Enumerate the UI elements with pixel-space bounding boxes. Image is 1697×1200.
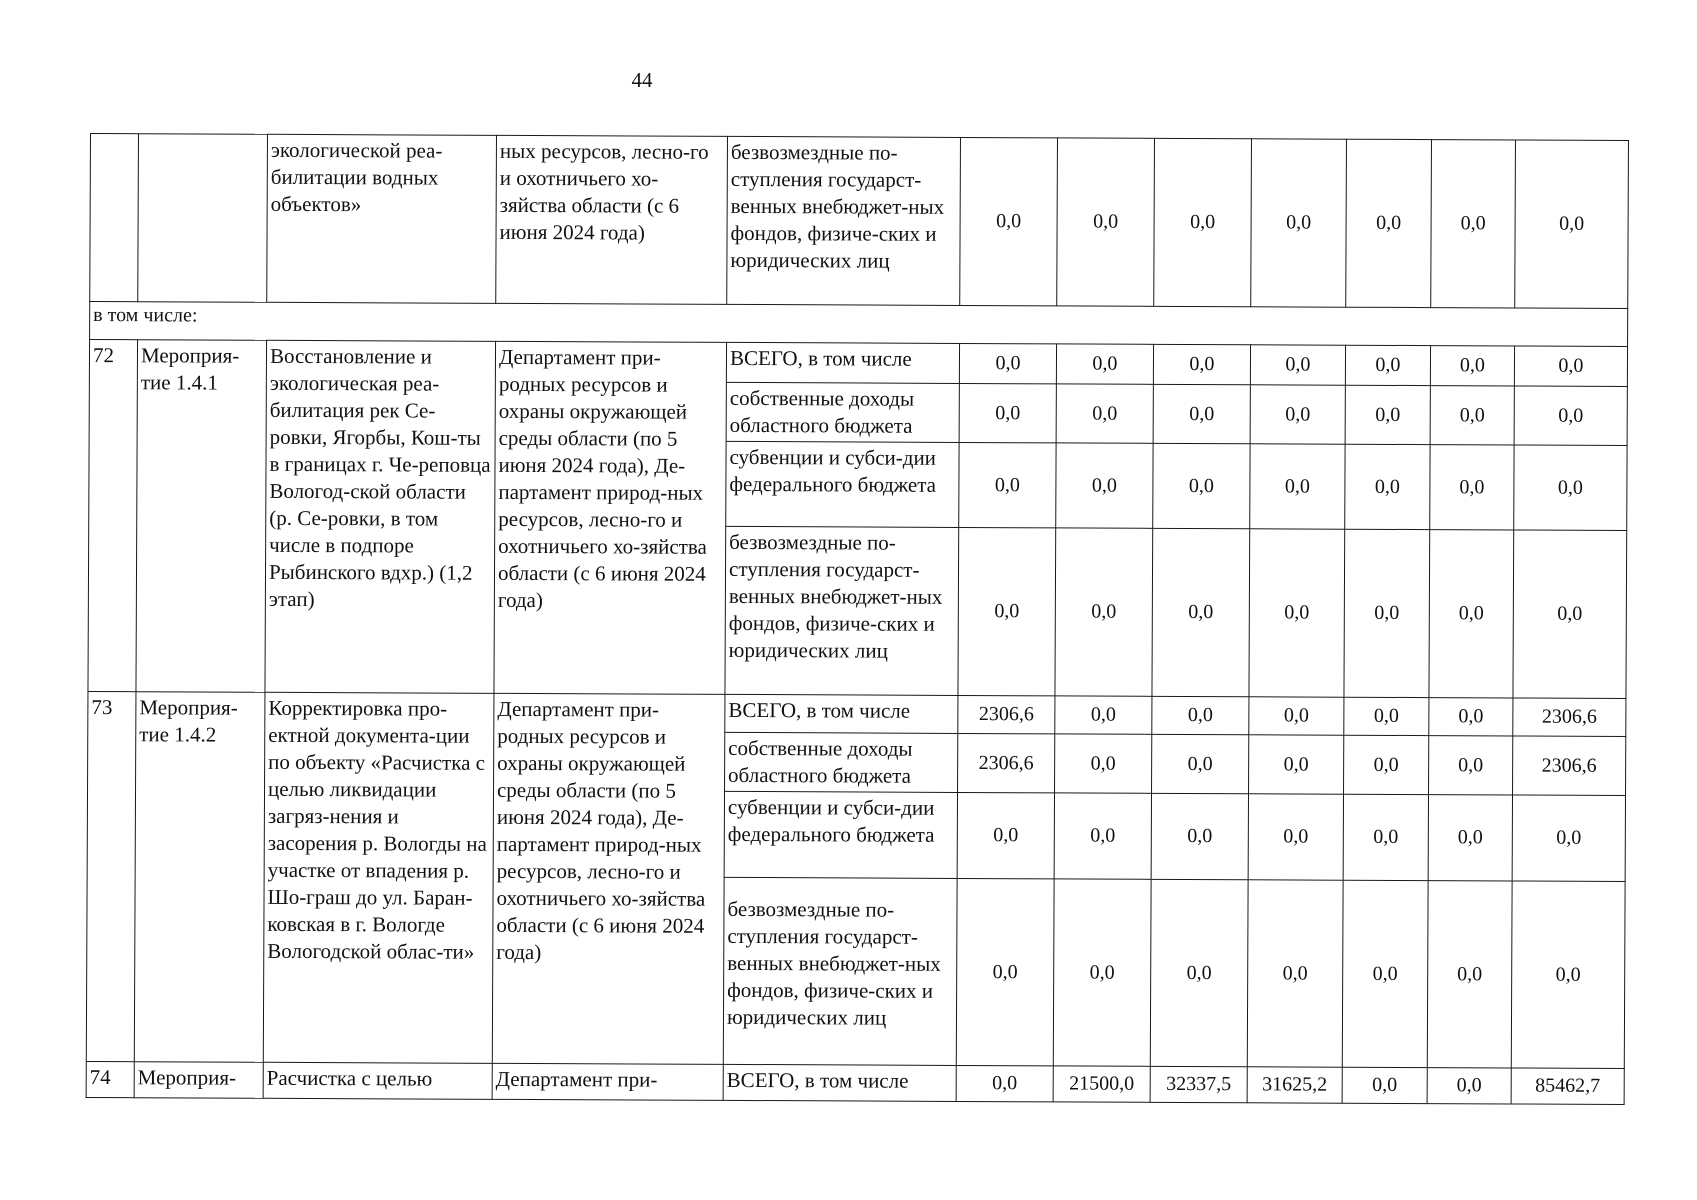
value-cell: 0,0: [1152, 696, 1249, 734]
value-cell: 0,0: [960, 137, 1058, 305]
value-cell: 0,0: [1250, 444, 1345, 529]
value-cell: 0,0: [1345, 345, 1430, 385]
value-cell: 0,0: [1511, 881, 1625, 1069]
table-row: [88, 691, 1626, 736]
executor-cell: Департамент при-: [492, 1063, 723, 1100]
value-cell: 0,0: [1153, 384, 1250, 443]
value-cell: 0,0: [1429, 736, 1513, 795]
value-cell: 0,0: [1512, 795, 1625, 882]
budget-table: [86, 133, 1629, 1105]
activity-kind-cell: Мероприя-: [134, 1062, 263, 1099]
value-cell: 0,0: [1514, 346, 1627, 387]
funding-source-cell: ВСЕГО, в том числе: [723, 1064, 956, 1101]
value-cell: 0,0: [1056, 443, 1153, 528]
value-cell: 0,0: [1154, 138, 1252, 306]
value-cell: 2306,6: [958, 695, 1055, 733]
value-cell: 0,0: [1153, 344, 1250, 384]
value-cell: 0,0: [1430, 386, 1514, 445]
funding-source-cell: ВСЕГО, в том числе: [726, 342, 959, 383]
funding-source-cell: безвозмездные по-ступления государст-венных внебюджет-ных фондов, физиче-ских и юридических лиц: [723, 877, 957, 1065]
value-cell: 0,0: [1251, 139, 1347, 307]
activity-name-cell: Восстановление и экологическая реа-билитация рек Се-ровки, Ягорбы, Кош-ты в границах г. Че-реповца Вологод-ской области (р. Се-ровки, в том числе в подпоре Рыбинского вдхр.) (1,2 этап): [265, 340, 496, 693]
value-cell: 0,0: [1514, 445, 1627, 531]
executor-cell: Департамент при-родных ресурсов и охраны окружающей среды области (по 5 июня 2024 года), Де-партамент природ-ных ресурсов, лесно-го и охотничьего хо-зяйства области (с 6 июня 2024 года): [492, 693, 725, 1064]
value-cell: 0,0: [1247, 880, 1343, 1067]
value-cell: 0,0: [958, 527, 1056, 695]
activity-name-cell: экологической реа-билитации водных объектов»: [267, 134, 497, 303]
value-cell: 0,0: [1429, 698, 1513, 736]
value-cell: 0,0: [1430, 346, 1514, 386]
value-cell: 0,0: [1345, 444, 1430, 529]
activity-kind-cell: Мероприя-тие 1.4.1: [136, 340, 267, 693]
value-cell: 0,0: [1152, 528, 1250, 696]
row-number-cell: [90, 134, 139, 302]
page-number: 44: [631, 68, 653, 92]
value-cell: 0,0: [1250, 345, 1345, 385]
value-cell: 0,0: [1152, 734, 1249, 793]
value-cell: 0,0: [1346, 139, 1432, 307]
value-cell: 0,0: [1249, 529, 1345, 697]
value-cell: 0,0: [1427, 1068, 1511, 1104]
value-cell: 0,0: [959, 343, 1056, 383]
value-cell: 0,0: [1342, 880, 1428, 1067]
value-cell: 0,0: [1055, 696, 1152, 734]
value-cell: 0,0: [1429, 530, 1514, 698]
funding-source-cell: безвозмездные по-ступления государст-венных внебюджет-ных фондов, физиче-ских и юридических лиц: [725, 526, 959, 695]
row-number-cell: 72: [88, 340, 138, 692]
value-cell: 21500,0: [1053, 1066, 1150, 1102]
value-cell: 0,0: [1344, 735, 1429, 794]
funding-source-cell: ВСЕГО, в том числе: [725, 694, 958, 733]
value-cell: 0,0: [1056, 344, 1153, 384]
value-cell: 0,0: [1427, 881, 1512, 1068]
activity-kind-cell: [138, 134, 268, 303]
value-cell: 0,0: [1344, 529, 1430, 697]
executor-cell: Департамент при-родных ресурсов и охраны окружающей среды области (по 5 июня 2024 года), Де-партамент природ-ных ресурсов, лесно-го и охотничьего хо-зяйства области (с 6 июня 2024 года): [494, 341, 727, 694]
value-cell: 0,0: [1248, 794, 1343, 880]
activity-kind-cell: Мероприя-тие 1.4.2: [134, 692, 265, 1063]
value-cell: 0,0: [1053, 879, 1151, 1066]
value-cell: 0,0: [1150, 879, 1248, 1066]
value-cell: 0,0: [1056, 384, 1153, 443]
value-cell: 0,0: [956, 1065, 1053, 1101]
value-cell: 0,0: [1249, 697, 1344, 735]
value-cell: 0,0: [1342, 1067, 1427, 1103]
value-cell: 0,0: [1515, 140, 1629, 309]
value-cell: 0,0: [1345, 385, 1430, 444]
value-cell: 0,0: [1057, 138, 1155, 306]
row-number-cell: 74: [86, 1061, 134, 1097]
section-label: в том числе:: [90, 302, 1628, 347]
value-cell: 0,0: [1428, 795, 1512, 881]
value-cell: 31625,2: [1247, 1067, 1342, 1103]
value-cell: 0,0: [1054, 793, 1151, 879]
value-cell: 0,0: [1151, 793, 1248, 879]
funding-source-cell: субвенции и субси-дии федерального бюджета: [724, 791, 957, 878]
table-row: [86, 1061, 1624, 1104]
activity-name-cell: Расчистка с целью: [263, 1062, 492, 1099]
value-cell: 0,0: [1344, 697, 1429, 735]
value-cell: 32337,5: [1150, 1066, 1247, 1102]
value-cell: 2306,6: [958, 733, 1055, 792]
value-cell: 0,0: [1153, 443, 1250, 528]
table-row-continuation: [90, 134, 1629, 309]
value-cell: 0,0: [1514, 386, 1627, 446]
table-row: [89, 340, 1627, 387]
value-cell: 0,0: [956, 878, 1054, 1065]
activity-name-cell: Корректировка про-ектной документа-ции по объекту «Расчистка с целью ликвидации загряз-нения и засорения р. Вологды на участке от впадения р. Шо-граш до ул. Баран-ковская в г. Вологде Вологодской облас-ти»: [263, 692, 494, 1063]
value-cell: 0,0: [1431, 140, 1516, 308]
executor-cell: ных ресурсов, лесно-го и охотничьего хо-зяйства области (с 6 июня 2024 года): [496, 135, 728, 304]
value-cell: 0,0: [959, 442, 1056, 527]
funding-source-cell: собственные доходы областного бюджета: [725, 732, 958, 792]
value-cell: 0,0: [959, 383, 1056, 442]
value-cell: 0,0: [957, 792, 1054, 878]
value-cell: 2306,6: [1513, 736, 1626, 796]
value-cell: 0,0: [1055, 734, 1152, 793]
funding-source-cell: собственные доходы областного бюджета: [726, 382, 959, 442]
value-cell: 0,0: [1513, 530, 1627, 699]
value-cell: 0,0: [1055, 528, 1153, 696]
value-cell: 0,0: [1249, 735, 1344, 794]
value-cell: 0,0: [1343, 794, 1428, 880]
value-cell: 2306,6: [1513, 698, 1626, 737]
row-number-cell: 73: [86, 691, 136, 1061]
funding-source-cell: безвозмездные по-ступления государст-венных внебюджет-ных фондов, физиче-ских и юридических лиц: [727, 136, 961, 305]
funding-source-cell: субвенции и субси-дии федерального бюджета: [726, 441, 959, 527]
value-cell: 0,0: [1430, 445, 1514, 530]
value-cell: 85462,7: [1511, 1068, 1624, 1105]
value-cell: 0,0: [1250, 385, 1345, 444]
